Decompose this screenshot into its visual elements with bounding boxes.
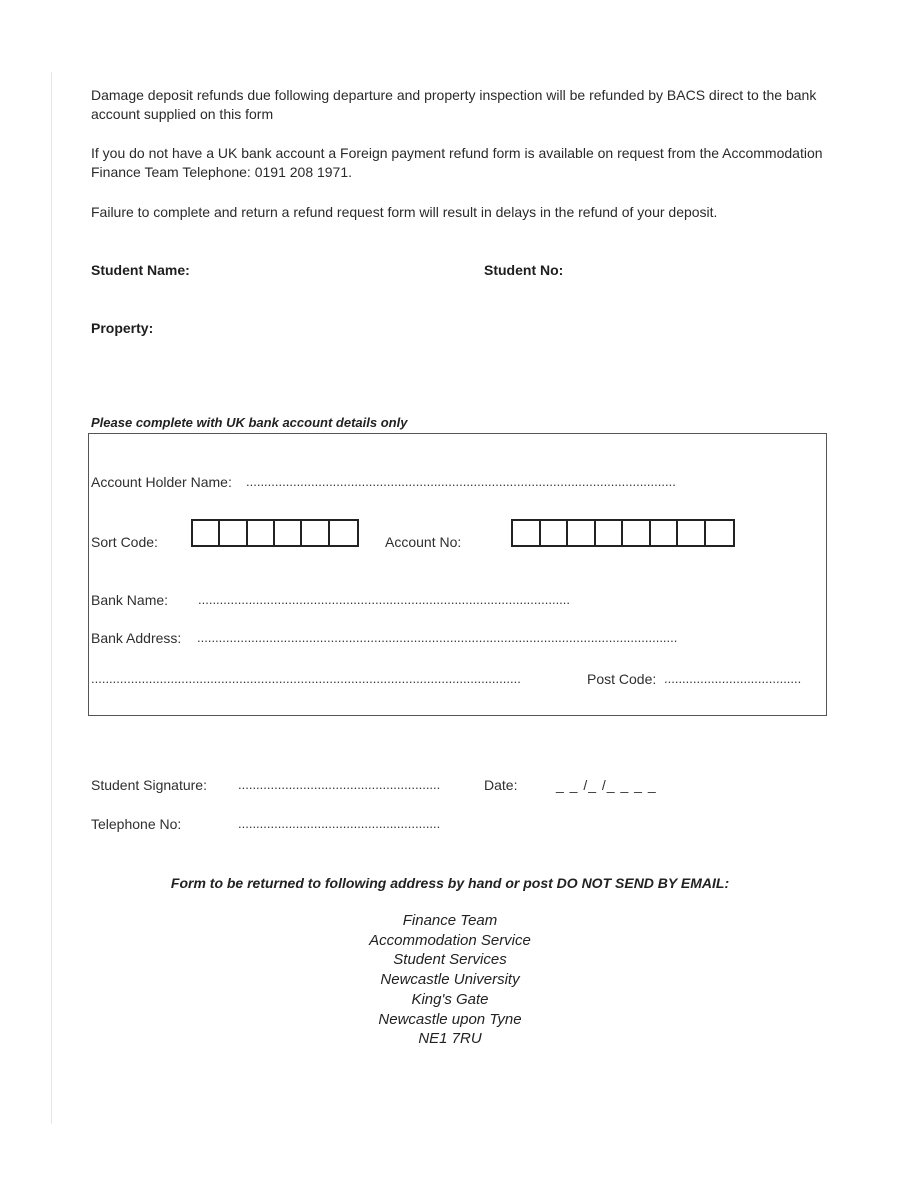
address-line: Accommodation Service bbox=[369, 931, 531, 949]
bank-name-label: Bank Name: bbox=[91, 592, 169, 608]
account-holder-field[interactable]: ....................................................................................................................... bbox=[246, 474, 676, 489]
sort-code-label: Sort Code: bbox=[91, 534, 158, 550]
student-signature-label: Student Signature: bbox=[91, 777, 207, 793]
student-number-label: Student No: bbox=[484, 262, 564, 278]
sort-code-digit-box[interactable] bbox=[275, 521, 302, 545]
student-name-field[interactable] bbox=[200, 258, 460, 282]
sort-code-digit-box[interactable] bbox=[302, 521, 329, 545]
address-line: Finance Team bbox=[402, 912, 498, 929]
sort-code-digit-box[interactable] bbox=[330, 521, 357, 545]
sort-code-digit-box[interactable] bbox=[220, 521, 247, 545]
address-line: NE1 7RU bbox=[418, 1030, 482, 1048]
bank-address-line-field[interactable]: ....................................................................................................................... bbox=[91, 671, 521, 686]
address-line: Newcastle University bbox=[380, 971, 520, 989]
account-number-label: Account No: bbox=[385, 534, 462, 550]
account-holder-label: Account Holder Name: bbox=[91, 474, 232, 490]
account-number-digit-box[interactable] bbox=[678, 521, 706, 545]
bank-address-label: Bank Address: bbox=[91, 630, 182, 646]
account-number-digit-box[interactable] bbox=[706, 521, 734, 545]
student-signature-field[interactable]: ........................................................ bbox=[238, 777, 441, 792]
address-line: Newcastle upon Tyne bbox=[378, 1010, 522, 1028]
sort-code-digit-box[interactable] bbox=[248, 521, 275, 545]
student-name-label: Student Name: bbox=[91, 262, 190, 278]
telephone-field[interactable]: ........................................................ bbox=[238, 816, 441, 831]
date-label: Date: bbox=[484, 777, 518, 793]
student-number-field[interactable] bbox=[575, 258, 815, 282]
account-number-digit-box[interactable] bbox=[651, 521, 679, 545]
account-number-boxes[interactable] bbox=[511, 519, 735, 547]
bank-address-field[interactable]: ..................................................................................................................................... bbox=[197, 630, 678, 645]
post-code-field[interactable]: ...................................... bbox=[664, 671, 802, 686]
return-instruction: Form to be returned to following address by hand or post DO NOT SEND BY EMAIL: bbox=[170, 875, 730, 891]
address-line: Student Services bbox=[393, 951, 507, 969]
account-number-digit-box[interactable] bbox=[541, 521, 569, 545]
account-number-digit-box[interactable] bbox=[596, 521, 624, 545]
telephone-label: Telephone No: bbox=[91, 816, 182, 832]
account-number-digit-box[interactable] bbox=[623, 521, 651, 545]
bank-name-field[interactable]: ....................................................................................................... bbox=[198, 592, 571, 607]
account-number-digit-box[interactable] bbox=[568, 521, 596, 545]
post-code-label: Post Code: bbox=[587, 671, 657, 687]
address-line: King's Gate bbox=[411, 990, 489, 1008]
property-label: Property: bbox=[91, 320, 154, 336]
intro-paragraph-foreign-account: If you do not have a UK bank account a Foreign payment refund form is available on request from the Accommodation Finance Team Telephone: 0191 208 1971. bbox=[91, 145, 823, 180]
sort-code-digit-box[interactable] bbox=[193, 521, 220, 545]
property-field[interactable] bbox=[165, 316, 805, 340]
sort-code-boxes[interactable] bbox=[191, 519, 359, 547]
return-address bbox=[0, 911, 900, 1049]
intro-paragraph-refunds: Damage deposit refunds due following departure and property inspection will be refunded by BACS direct to the bank account supplied on this form bbox=[91, 87, 817, 122]
bank-section-heading: Please complete with UK bank account details only bbox=[91, 415, 408, 430]
intro-paragraph-delays: Failure to complete and return a refund request form will result in delays in the refund of your deposit. bbox=[91, 204, 718, 220]
account-number-digit-box[interactable] bbox=[513, 521, 541, 545]
date-field[interactable]: _ _ /_ /_ _ _ _ bbox=[556, 777, 657, 793]
